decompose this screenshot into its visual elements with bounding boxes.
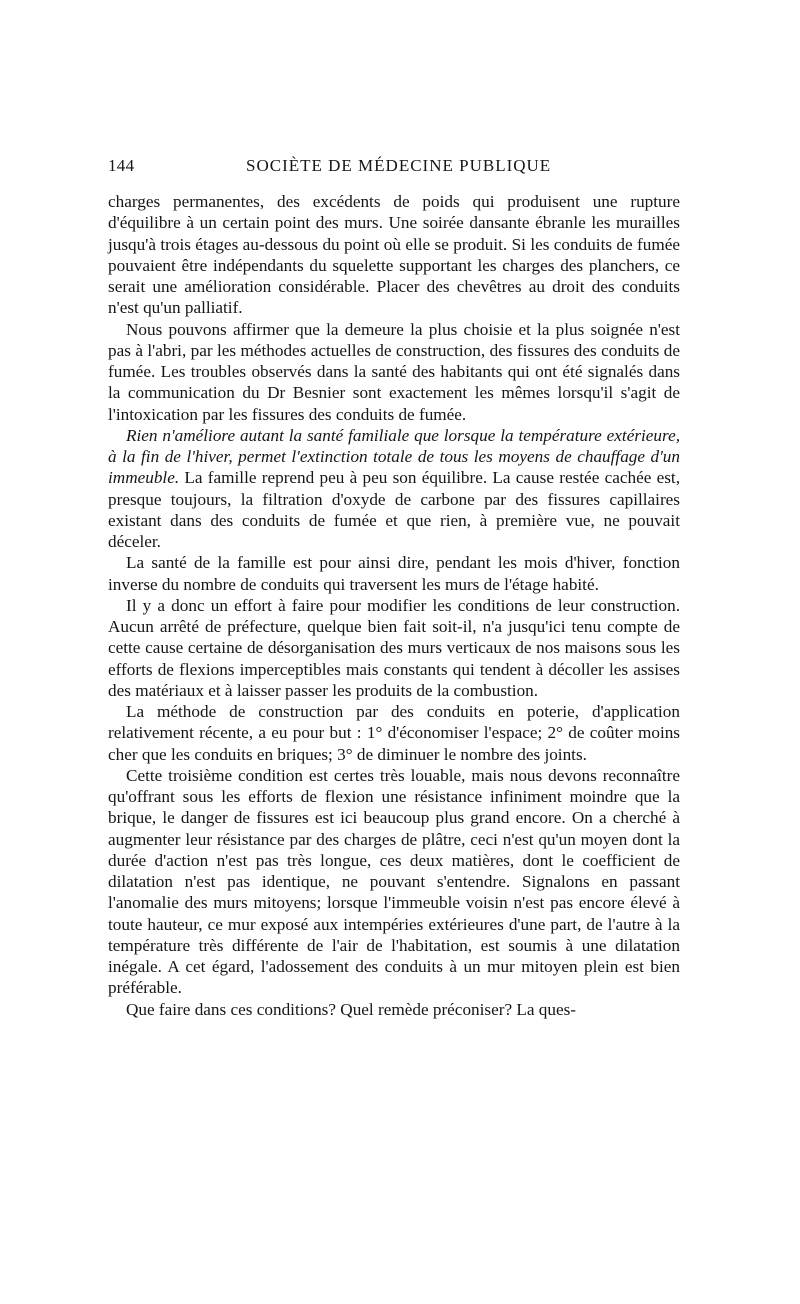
paragraph-2-text: Nous pouvons affirmer que la demeure la plus choisie et la plus soignée n'est pas à l'abri, par les méthodes actuelles de construction, des fissures des conduits de fumée. Les troubles observés dans la santé des habitants qui ont été signalés dans la communication du Dr Besnier sont exactement les mêmes lorsqu'il s'agit de l'intoxication par les fissures des conduits de fumée. <box>108 319 680 424</box>
paragraph-5 <box>108 595 680 701</box>
paragraph-4 <box>108 552 680 595</box>
paragraph-8-text: Que faire dans ces conditions? Quel remède préconiser? La ques- <box>126 999 577 1019</box>
paragraph-3 <box>108 425 680 553</box>
paragraph-5-text: Il y a donc un effort à faire pour modifier les conditions de leur construction. Aucun arrêté de préfecture, quelque bien fait soit-il, n'a jusqu'ici tenu compte de cette cause certaine de désorganisation des murs verticaux de nos maisons sous les efforts de flexions imperceptibles mais constants qui tendent à décoller les assises des matériaux et à laisser passer les produits de la combustion. <box>108 595 680 700</box>
paragraph-6 <box>108 701 680 765</box>
paragraph-8 <box>108 999 680 1020</box>
paragraph-1-text: charges permanentes, des excédents de poids qui produisent une rupture d'équilibre à un certain point des murs. Une soirée dansante ébranle les murailles jusqu'à trois étages au-dessous du point où elle se produit. Si les conduits de fumée pouvaient être indépendants du squelette supportant les charges des planchers, ce serait une amélioration considérable. Placer des chevêtres au droit des conduits n'est qu'un palliatif. <box>108 192 680 318</box>
paragraph-7-text: Cette troisième condition est certes très louable, mais nous devons reconnaître qu'offrant sous les efforts de flexion une résistance infiniment moindre que la brique, le danger de fissures est ici beaucoup plus grand encore. On a cherché à augmenter leur résistance par des charges de plâtre, ceci n'est qu'un moyen dont la durée d'action n'est pas très longue, ces deux matières, dont le coefficient de dilatation n'est pas identique, ne pouvant s'entendre. Signalons en passant l'anomalie des murs mitoyens; lorsque l'immeuble voisin n'est pas encore élevé à toute hauteur, ce mur exposé aux intempéries extérieures d'une part, de l'autre à la température très différente de l'air de l'habitation, est soumis à une dilatation inégale. A cet égard, l'adossement des conduits à un mur mitoyen plein est bien préférable. <box>108 765 680 998</box>
paragraph-7 <box>108 765 680 999</box>
page-number: 144 <box>108 156 135 175</box>
paragraph-1 <box>108 191 680 319</box>
paragraph-2 <box>108 319 680 425</box>
paragraph-3-italic-text: Rien n'améliore autant la santé familiale que lorsque la température extérieure, à la fin de l'hiver, permet l'extinction totale de tous les moyens de chauffage d'un immeuble. <box>108 425 680 488</box>
body-text <box>108 191 680 1020</box>
running-title: SOCIÈTE DE MÉDECINE PUBLIQUE <box>246 156 552 175</box>
running-header <box>108 148 680 178</box>
paragraph-4-text: La santé de la famille est pour ainsi dire, pendant les mois d'hiver, fonction inverse du nombre de conduits qui traversent les murs de l'étage habité. <box>108 553 680 594</box>
paragraph-6-text: La méthode de construction par des conduits en poterie, d'application relativement récente, a eu pour but : 1° d'économiser l'espace; 2° de coûter moins cher que les conduits en briques; 3° de diminuer le nombre des joints. <box>108 702 680 764</box>
paragraph-3-text: La famille reprend peu à peu son équilibre. La cause restée cachée est, presque toujours, la filtration d'oxyde de carbone par des fissures capillaires existant dans des conduits de fumée et que rien, à première vue, ne pouvait déceler. <box>108 468 680 551</box>
book-page <box>108 148 680 1020</box>
